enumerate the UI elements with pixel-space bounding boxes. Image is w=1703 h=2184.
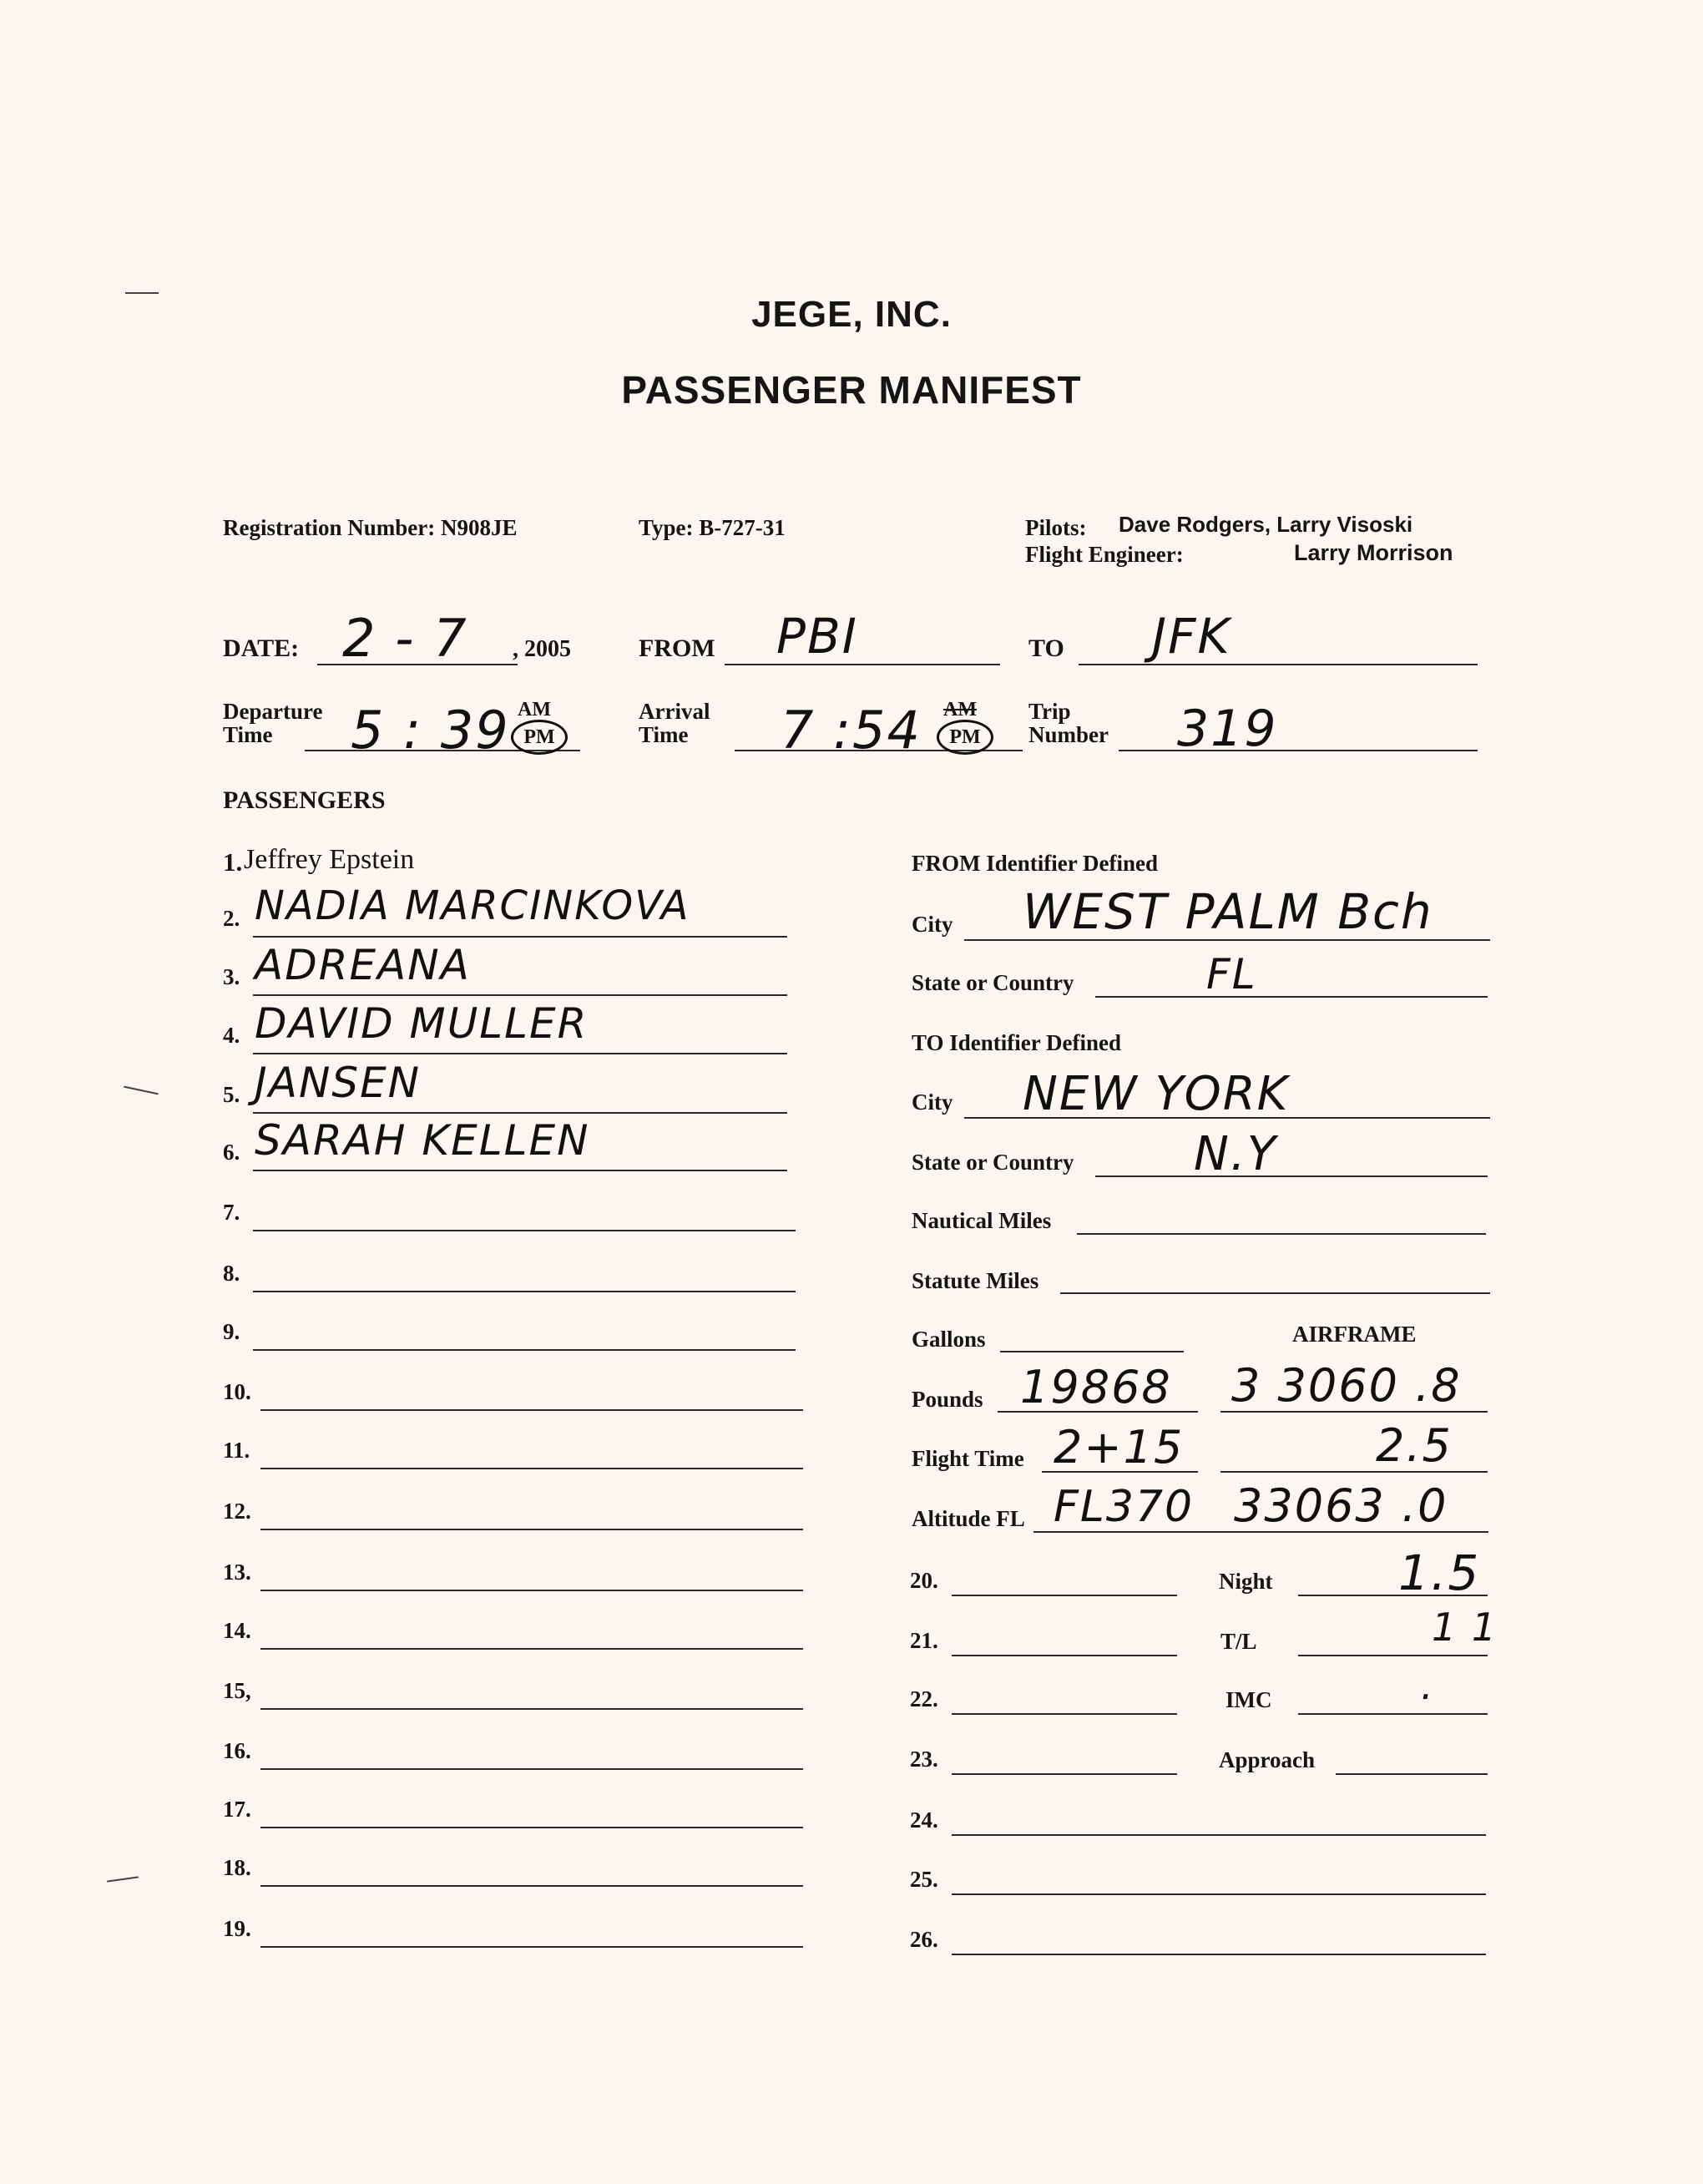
passenger-line bbox=[260, 1768, 803, 1770]
from-line bbox=[725, 664, 1000, 665]
passenger-name: NADIA MARCINKOVA bbox=[255, 882, 690, 929]
statute-miles-label: Statute Miles bbox=[912, 1268, 1039, 1293]
row-line bbox=[952, 1893, 1486, 1895]
passenger-name: ADREANA bbox=[255, 941, 471, 989]
passenger-number: 13. bbox=[223, 1560, 251, 1585]
pilots-label: Pilots: bbox=[1025, 515, 1087, 540]
passenger-name: DAVID MULLER bbox=[255, 999, 589, 1048]
registration-label bbox=[223, 516, 517, 539]
passenger-number: 8. bbox=[223, 1261, 240, 1286]
arrival-value: 7 :54 bbox=[781, 700, 922, 761]
from-identifier-heading: FROM Identifier Defined bbox=[912, 851, 1158, 876]
to-state-value: N.Y bbox=[1194, 1127, 1277, 1181]
date-label: DATE: bbox=[223, 634, 300, 662]
scan-mark bbox=[107, 1876, 139, 1882]
type-label: Type: bbox=[639, 515, 694, 540]
date-year: , 2005 bbox=[513, 636, 571, 662]
row-line bbox=[952, 1834, 1486, 1836]
passenger-number: 6. bbox=[223, 1140, 240, 1165]
airframe-flight-time-value: 2.5 bbox=[1376, 1419, 1453, 1472]
passenger-number: 9. bbox=[223, 1319, 240, 1344]
from-state-label: State or Country bbox=[912, 970, 1074, 995]
row-value-line bbox=[1298, 1713, 1488, 1715]
passenger-number: 16. bbox=[223, 1738, 251, 1763]
passengers-heading: PASSENGERS bbox=[223, 786, 386, 814]
passenger-line bbox=[253, 994, 787, 996]
passenger-number: 4. bbox=[223, 1023, 240, 1048]
row-line bbox=[952, 1773, 1177, 1775]
arrival-label-1: Arrival bbox=[639, 699, 710, 724]
type-value: B-727-31 bbox=[699, 515, 786, 540]
gallons-label: Gallons bbox=[912, 1327, 986, 1352]
arrival-label bbox=[639, 700, 710, 746]
to-identifier-heading: TO Identifier Defined bbox=[912, 1030, 1122, 1055]
row-number: 24. bbox=[910, 1807, 938, 1833]
passenger-number: 7. bbox=[223, 1200, 240, 1225]
passenger-line bbox=[253, 1112, 787, 1114]
arrival-pm: PM bbox=[949, 726, 981, 748]
row-value-line bbox=[1298, 1655, 1488, 1656]
engineer-value: Larry Morrison bbox=[1294, 540, 1453, 565]
row-value: 1.5 bbox=[1398, 1544, 1481, 1601]
passenger-number: 14. bbox=[223, 1618, 251, 1643]
passenger-line bbox=[253, 1230, 796, 1231]
row-number: 21. bbox=[910, 1628, 938, 1653]
statute-miles-line bbox=[1060, 1292, 1490, 1294]
from-value: PBI bbox=[776, 608, 858, 665]
arrival-am: AM bbox=[943, 699, 977, 720]
passenger-line bbox=[253, 1349, 796, 1351]
pounds-value: 19868 bbox=[1020, 1361, 1172, 1413]
passenger-number: 15, bbox=[223, 1678, 251, 1703]
passenger-number: 18. bbox=[223, 1855, 251, 1880]
to-label: TO bbox=[1028, 634, 1064, 662]
passenger-line bbox=[253, 936, 787, 938]
row-value: 1 1 bbox=[1432, 1605, 1498, 1650]
passenger-number: 12. bbox=[223, 1499, 251, 1524]
passenger-number: 2. bbox=[223, 906, 240, 931]
trip-value: 319 bbox=[1177, 700, 1278, 758]
passenger-line bbox=[260, 1529, 803, 1530]
to-line bbox=[1079, 664, 1478, 665]
row-line bbox=[952, 1713, 1177, 1715]
from-state-value: FL bbox=[1206, 950, 1257, 998]
row-line bbox=[952, 1655, 1177, 1656]
airframe-pounds-value: 3 3060 .8 bbox=[1231, 1359, 1462, 1412]
passenger-line bbox=[253, 1291, 796, 1292]
row-label: IMC bbox=[1225, 1687, 1272, 1712]
trip-label-2: Number bbox=[1028, 722, 1109, 747]
to-city-value: NEW YORK bbox=[1023, 1067, 1290, 1121]
passenger-number: 3. bbox=[223, 964, 240, 989]
passenger-name: SARAH KELLEN bbox=[255, 1116, 590, 1165]
flight-time-value: 2+15 bbox=[1054, 1421, 1185, 1474]
engineer-label: Flight Engineer: bbox=[1025, 542, 1184, 567]
type-field bbox=[639, 516, 786, 539]
to-value: JFK bbox=[1152, 608, 1231, 665]
registration-label-text: Registration Number: bbox=[223, 515, 436, 540]
passenger-line bbox=[260, 1708, 803, 1710]
passenger-line bbox=[253, 1053, 787, 1054]
row-number: 22. bbox=[910, 1686, 938, 1711]
passenger-number: 10. bbox=[223, 1379, 251, 1404]
departure-am: AM bbox=[518, 699, 551, 720]
passenger-number: 11. bbox=[223, 1438, 250, 1463]
flight-time-label: Flight Time bbox=[912, 1446, 1024, 1471]
passenger-line bbox=[260, 1590, 803, 1591]
row-number: 25. bbox=[910, 1867, 938, 1892]
passenger-line bbox=[260, 1827, 803, 1828]
departure-label-1: Departure bbox=[223, 699, 323, 724]
passenger-line bbox=[260, 1885, 803, 1887]
passenger-name: Jeffrey Epstein bbox=[244, 844, 415, 875]
altitude-label: Altitude FL bbox=[912, 1506, 1025, 1531]
trip-line bbox=[1119, 750, 1478, 751]
airframe-label: AIRFRAME bbox=[1292, 1322, 1417, 1347]
altitude-value: FL370 bbox=[1054, 1482, 1195, 1532]
row-value: . bbox=[1421, 1663, 1435, 1708]
row-line bbox=[952, 1595, 1177, 1596]
nautical-miles-line bbox=[1077, 1233, 1486, 1235]
arrival-label-2: Time bbox=[639, 722, 689, 747]
departure-label bbox=[223, 700, 322, 746]
date-value: 2 - 7 bbox=[342, 608, 468, 669]
row-number: 20. bbox=[910, 1568, 938, 1593]
departure-pm: PM bbox=[523, 726, 555, 748]
gallons-line bbox=[1000, 1351, 1184, 1352]
passenger-number: 17. bbox=[223, 1797, 251, 1822]
passenger-line bbox=[253, 1170, 787, 1171]
airframe-altitude-value: 33063 .0 bbox=[1234, 1479, 1448, 1532]
page-title: PASSENGER MANIFEST bbox=[621, 368, 1082, 412]
from-city-value: WEST PALM Bch bbox=[1023, 883, 1433, 940]
departure-pm-circled bbox=[511, 720, 568, 755]
to-state-label: State or Country bbox=[912, 1150, 1074, 1175]
from-state-line bbox=[1095, 996, 1488, 998]
company-name: JEGE, INC. bbox=[751, 294, 952, 335]
to-state-line bbox=[1095, 1175, 1488, 1177]
nautical-miles-label: Nautical Miles bbox=[912, 1208, 1052, 1233]
registration-value: N908JE bbox=[440, 515, 518, 540]
to-city-label: City bbox=[912, 1089, 953, 1115]
departure-label-2: Time bbox=[223, 722, 273, 747]
passenger-number: 5. bbox=[223, 1082, 240, 1107]
row-number: 23. bbox=[910, 1747, 938, 1772]
pilots-value: Dave Rodgers, Larry Visoski bbox=[1119, 512, 1413, 537]
from-city-label: City bbox=[912, 912, 953, 937]
row-label: Night bbox=[1219, 1569, 1273, 1594]
passenger-number: 19. bbox=[223, 1916, 251, 1941]
row-label: Approach bbox=[1219, 1747, 1316, 1772]
row-value-line bbox=[1336, 1773, 1488, 1775]
passenger-line bbox=[260, 1409, 803, 1411]
from-label: FROM bbox=[639, 634, 715, 662]
passenger-number: 1. bbox=[223, 847, 243, 877]
arrival-pm-circled bbox=[937, 720, 993, 755]
trip-label bbox=[1028, 700, 1109, 746]
passenger-line bbox=[260, 1648, 803, 1650]
scan-mark bbox=[124, 1086, 158, 1095]
passenger-name: JANSEN bbox=[255, 1059, 422, 1107]
passenger-line bbox=[260, 1946, 803, 1948]
row-label: T/L bbox=[1220, 1629, 1257, 1654]
trip-label-1: Trip bbox=[1028, 699, 1071, 724]
row-number: 26. bbox=[910, 1927, 938, 1952]
pounds-label: Pounds bbox=[912, 1387, 983, 1412]
row-line bbox=[952, 1954, 1486, 1955]
passenger-line bbox=[260, 1468, 803, 1469]
departure-value: 5 : 39 bbox=[351, 700, 510, 761]
